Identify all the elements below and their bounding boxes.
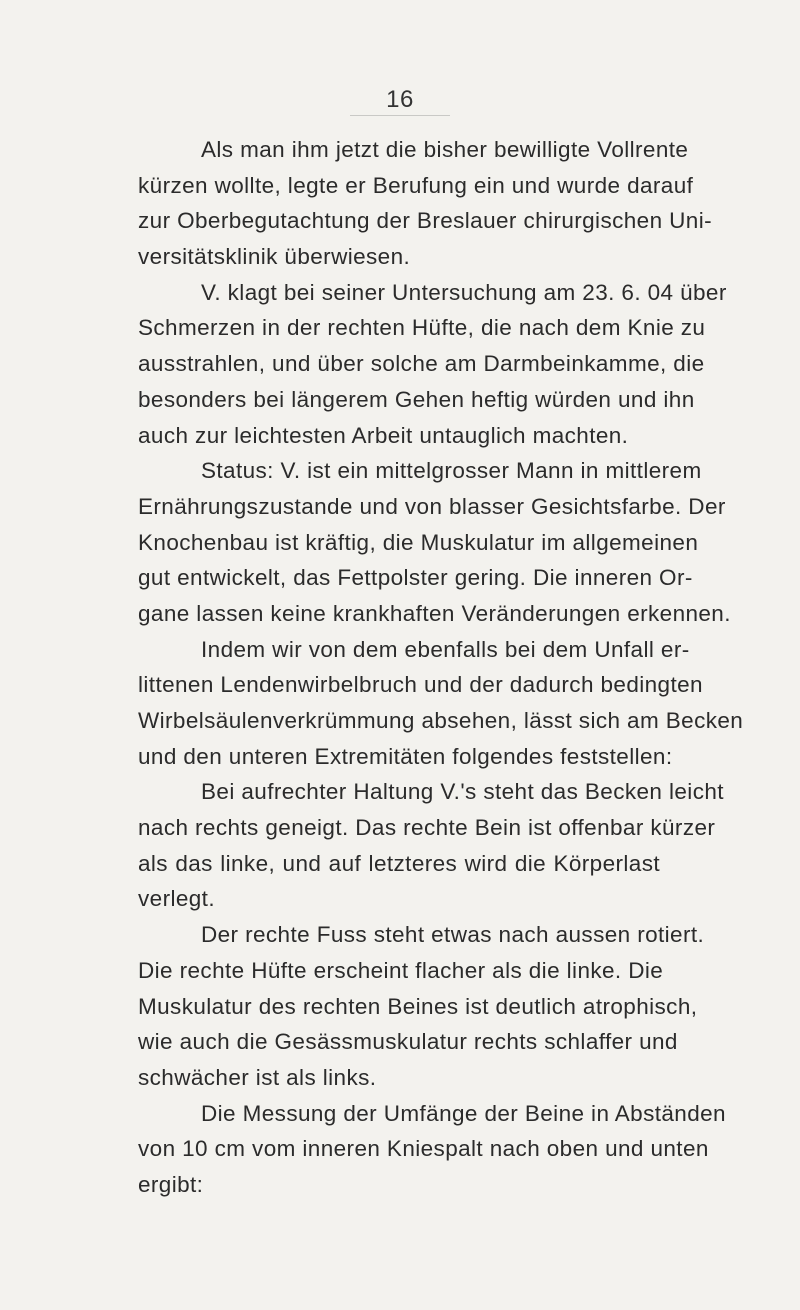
- text-line: besonders bei längerem Gehen heftig würden und ihn: [138, 386, 695, 412]
- text-line: Schmerzen in der rechten Hüfte, die nach dem Knie zu: [138, 315, 706, 341]
- text-line: zur Oberbegutachtung der Breslauer chirurgischen Uni-: [138, 208, 712, 234]
- text-line: Die Messung der Umfänge der Beine in Abständen: [201, 1100, 726, 1126]
- text-line: nach rechts geneigt. Das rechte Bein ist offenbar kürzer: [138, 815, 716, 841]
- text-line: wie auch die Gesässmuskulatur rechts schlaffer und: [138, 1029, 678, 1055]
- text-line: auch zur leichtesten Arbeit untauglich machten.: [138, 422, 629, 448]
- text-line: Die rechte Hüfte erscheint flacher als die linke. Die: [138, 957, 664, 983]
- text-line: verlegt.: [138, 886, 215, 912]
- text-line: und den unteren Extremitäten folgendes feststellen:: [138, 743, 673, 769]
- text-line: Als man ihm jetzt die bisher bewilligte Vollrente: [201, 137, 689, 162]
- text-line: V. klagt bei seiner Untersuchung am 23. 6. 04 über: [201, 279, 727, 305]
- text-line: Knochenbau ist kräftig, die Muskulatur im allgemeinen: [138, 529, 699, 555]
- text-line: Der rechte Fuss steht etwas nach aussen rotiert.: [201, 922, 705, 948]
- text-line: ergibt:: [138, 1171, 204, 1197]
- text-line: gane lassen keine krankhaften Veränderungen erkennen.: [138, 600, 731, 626]
- page-number: 16: [386, 86, 414, 113]
- text-line: gut entwickelt, das Fettpolster gering. Die inneren Or-: [138, 565, 693, 591]
- text-line: Indem wir von dem ebenfalls bei dem Unfall er-: [201, 636, 690, 662]
- text-line: schwächer ist als links.: [138, 1064, 377, 1090]
- text-line: als das linke, und auf letzteres wird die Körperlast: [138, 850, 660, 876]
- text-line: kürzen wollte, legte er Berufung ein und wurde darauf: [138, 172, 694, 198]
- text-line: Muskulatur des rechten Beines ist deutlich atrophisch,: [138, 993, 698, 1019]
- text-line: Ernährungszustande und von blasser Gesichtsfarbe. Der: [138, 493, 726, 519]
- text-line: von 10 cm vom inneren Kniespalt nach oben und unten: [138, 1136, 709, 1162]
- header-rule: [350, 115, 450, 116]
- text-line: Wirbelsäulenverkrümmung absehen, lässt sich am Becken: [138, 708, 744, 733]
- text-line: Status: V. ist ein mittelgrosser Mann in mittlerem: [201, 458, 702, 484]
- text-line: ausstrahlen, und über solche am Darmbeinkamme, die: [138, 351, 705, 377]
- text-line: Bei aufrechter Haltung V.'s steht das Becken leicht: [201, 779, 724, 805]
- text-line: littenen Lendenwirbelbruch und der dadurch bedingten: [138, 672, 703, 698]
- body-text: [138, 132, 744, 1203]
- text-line: versitätsklinik überwiesen.: [138, 244, 411, 270]
